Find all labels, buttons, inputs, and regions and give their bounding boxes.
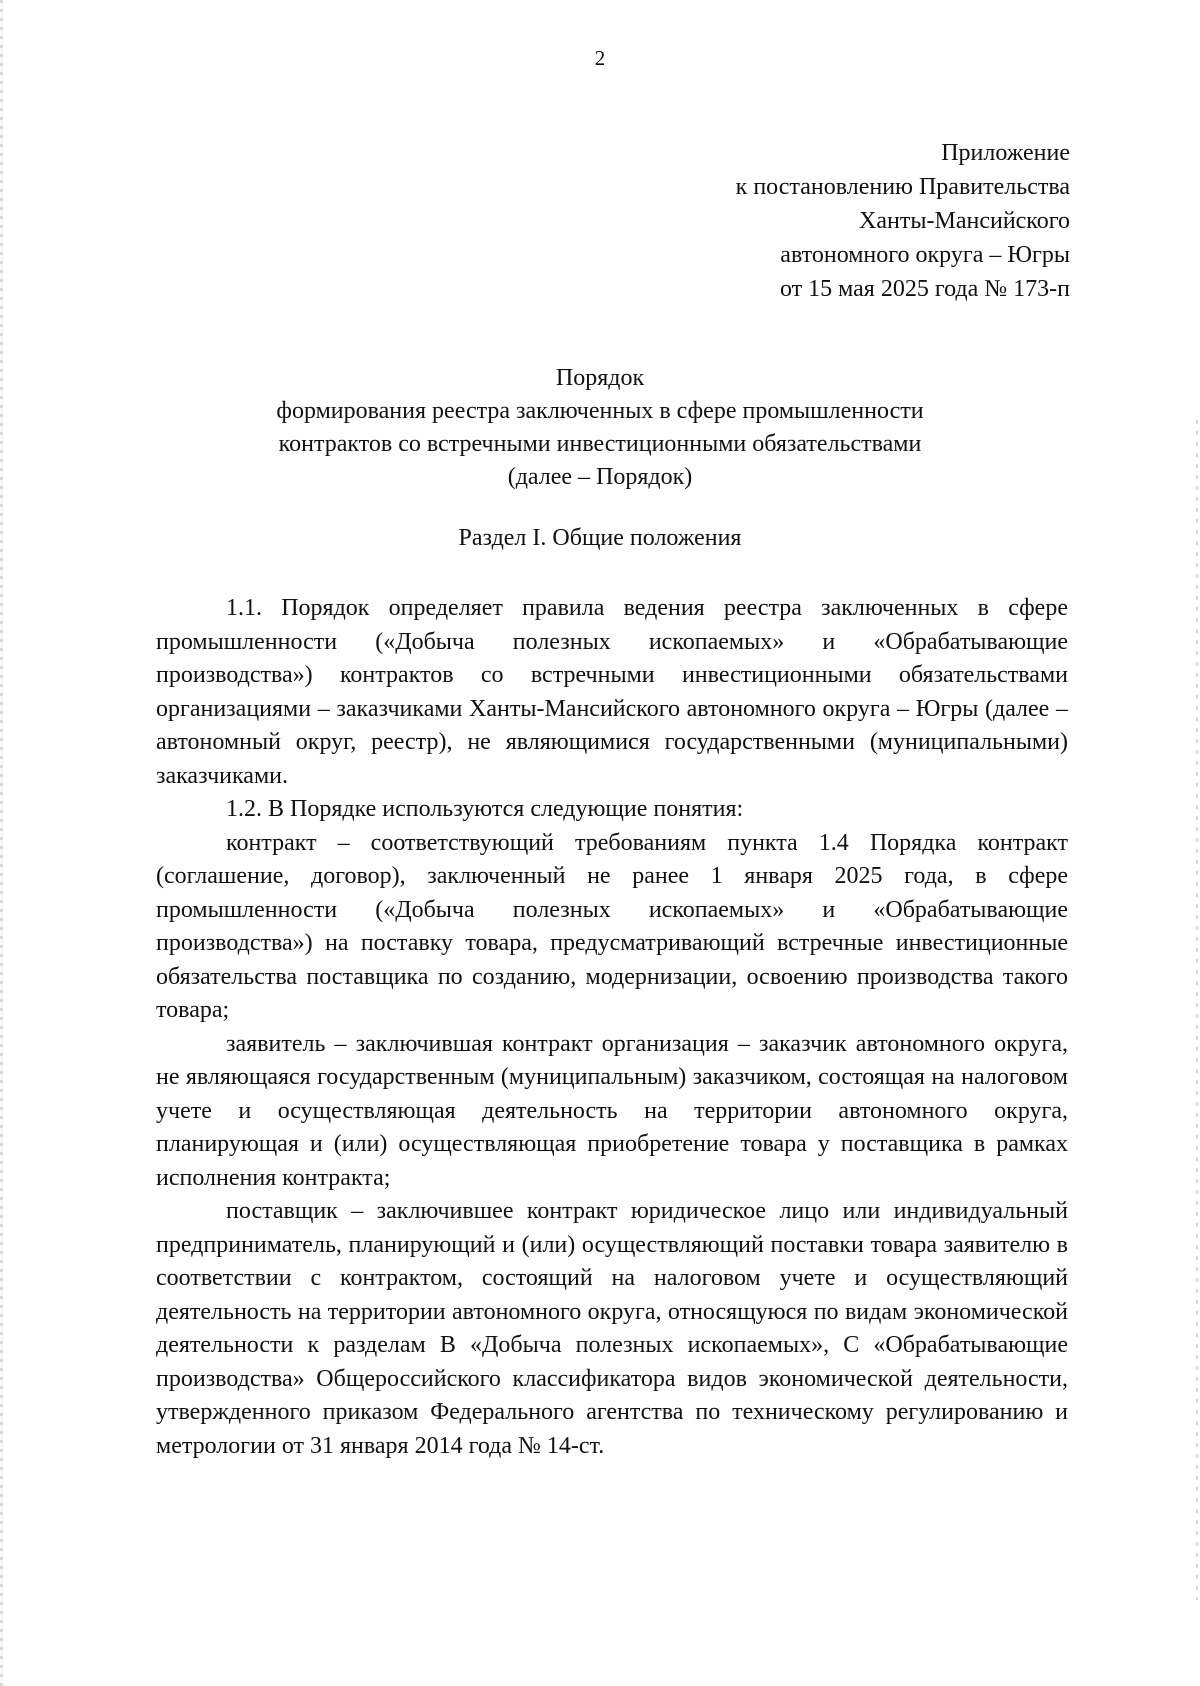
section-heading: Раздел I. Общие положения (458, 525, 742, 551)
page-number: 2 (594, 46, 606, 70)
scan-edge-left (0, 0, 3, 1686)
appendix-line: к постановлению Правительства (735, 174, 1070, 200)
title-line: контрактов со встречными инвестиционными обязательствами (278, 431, 922, 457)
definition-applicant: заявитель – заключившая контракт организация – заказчик автономного округа, не являющаяся государственным (муниципальным) заказчиком, состоящая на налоговом учете и осуществляющая деятельность на территории автономного округа, планирующая и (или) осуществляющая приобретение товара у поставщика в рамках исполнения контракта; (156, 1030, 1068, 1191)
appendix-line: Ханты-Мансийского (859, 208, 1070, 234)
title-line: Порядок (555, 365, 645, 391)
definition-supplier: поставщик – заключившее контракт юридическое лицо или индивидуальный предприниматель, планирующий и (или) осуществляющий поставки товара заявителю в соответствии с контрактом, состоящий на налоговом учете и осуществляющий деятельность на территории автономного округа, относящуюся по видам экономической деятельности к разделам В «Добыча полезных ископаемых», С «Обрабатывающие производства» Общероссийского классификатора видов экономической деятельности, утвержденного приказом Федерального агентства по техническому регулированию и метрологии от 31 января 2014 года № 14-ст. (156, 1198, 1068, 1459)
title-line: (далее – Порядок) (507, 464, 693, 490)
appendix-header (736, 136, 1070, 306)
definition-contract: контракт – соответствующий требованиям пункта 1.4 Порядка контракт (соглашение, договор), заключенный не ранее 1 января 2025 года, в сфере промышленности («Добыча полезных ископаемых» и «Обрабатывающие производства») на поставку товара, предусматривающий встречные инвестиционные обязательства поставщика по созданию, модернизации, освоению производства такого товара; (156, 829, 1068, 1023)
document-title (0, 362, 1200, 494)
body-text (156, 592, 1068, 1463)
appendix-line: от 15 мая 2025 года № 173-п (779, 276, 1070, 302)
paragraph-1-2: 1.2. В Порядке используются следующие понятия: (226, 796, 744, 822)
appendix-line: Приложение (941, 140, 1070, 166)
scan-edge-right (1196, 420, 1198, 1600)
title-line: формирования реестра заключенных в сфере промышленности (276, 398, 924, 424)
paragraph-1-1: 1.1. Порядок определяет правила ведения реестра заключенных в сфере промышленности («Добыча полезных ископаемых» и «Обрабатывающие производства») контрактов со встречными инвестиционными обязательствами организациями – заказчиками Ханты-Мансийского автономного округа – Югры (далее – автономный округ, реестр), не являющимися государственными (муниципальными) заказчиками. (156, 595, 1068, 789)
appendix-line: автономного округа – Югры (780, 242, 1070, 268)
